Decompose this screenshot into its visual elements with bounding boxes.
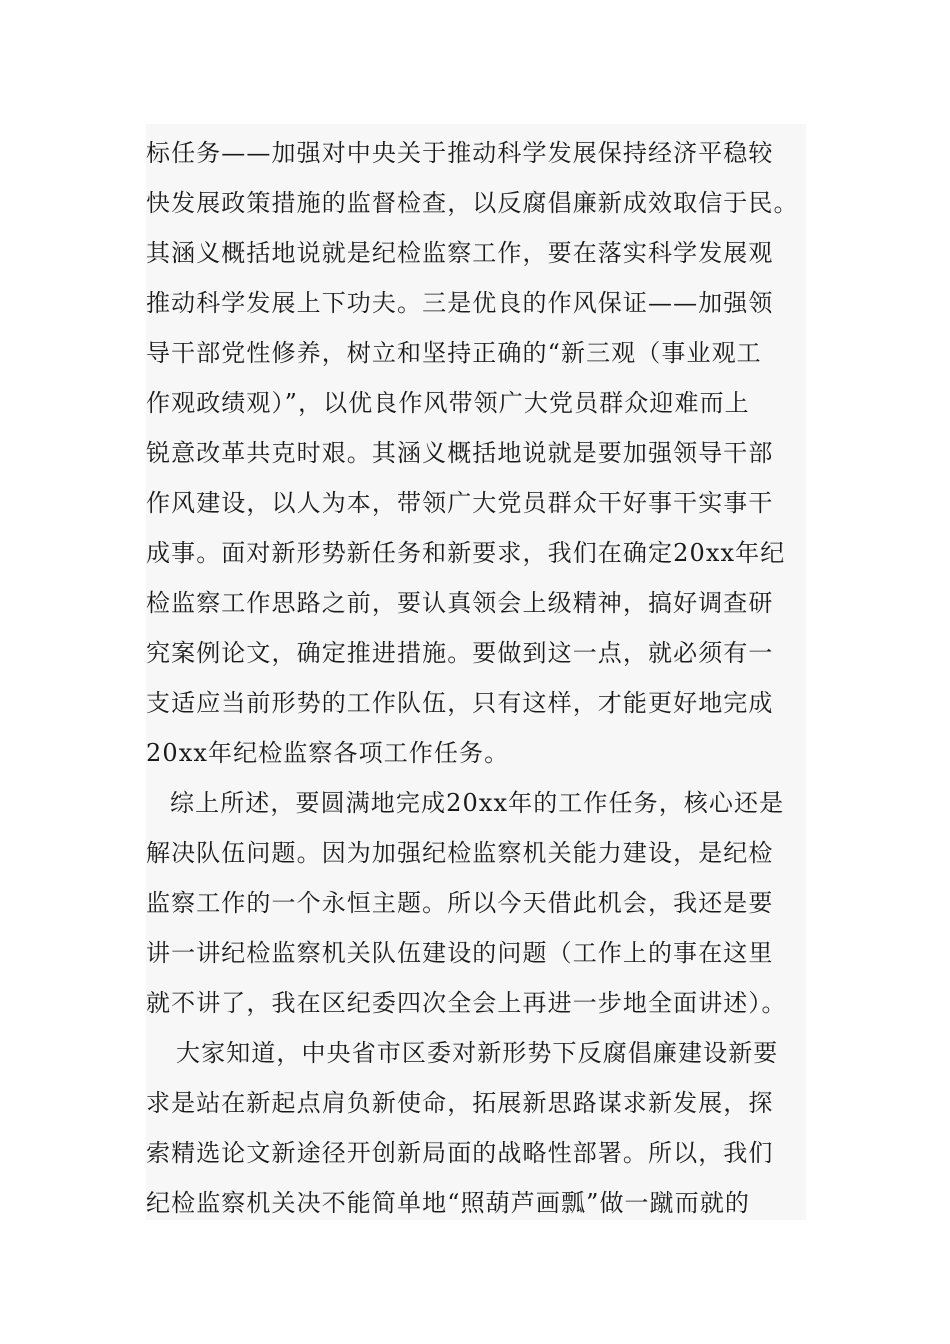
text-line: 究案例论文，确定推进措施。要做到这一点，就必须有一 bbox=[146, 639, 774, 667]
text-line: 导干部党性修养，树立和坚持正确的“新三观（事业观工 bbox=[146, 339, 762, 367]
text-line: 推动科学发展上下功夫。三是优良的作风保证——加强领 bbox=[146, 289, 774, 317]
text-line: 标任务——加强对中央关于推动科学发展保持经济平稳较 bbox=[146, 139, 774, 167]
text-line: 解决队伍问题。因为加强纪检监察机关能力建设，是纪检 bbox=[146, 839, 774, 867]
text-line: 其涵义概括地说就是纪检监察工作，要在落实科学发展观 bbox=[146, 239, 774, 267]
text-line: 索精选论文新途径开创新局面的战略性部署。所以，我们 bbox=[146, 1139, 774, 1167]
text-line: 20xx年纪检监察各项工作任务。 bbox=[146, 739, 510, 767]
text-line: 就不讲了，我在区纪委四次全会上再进一步地全面讲述）。 bbox=[146, 989, 787, 1017]
text-line: 检监察工作思路之前，要认真领会上级精神，搞好调查研 bbox=[146, 589, 774, 617]
text-line: 求是站在新起点肩负新使命，拓展新思路谋求新发展，探 bbox=[146, 1089, 774, 1117]
text-line: 作观政绩观）”，以优良作风带领广大党员群众迎难而上 bbox=[146, 389, 750, 417]
text-line: 监察工作的一个永恒主题。所以今天借此机会，我还是要 bbox=[146, 889, 774, 917]
paragraph-first-line: 大家知道，中央省市区委对新形势下反腐倡廉建设新要 bbox=[176, 1039, 779, 1067]
document-text-block bbox=[146, 124, 806, 1220]
text-line: 成事。面对新形势新任务和新要求，我们在确定20xx年纪 bbox=[146, 539, 786, 567]
text-line: 支适应当前形势的工作队伍，只有这样，才能更好地完成 bbox=[146, 689, 774, 717]
paragraph-first-line: 综上所述，要圆满地完成20xx年的工作任务，核心还是 bbox=[170, 789, 785, 817]
text-line: 锐意改革共克时艰。其涵义概括地说就是要加强领导干部 bbox=[146, 439, 774, 467]
text-line: 讲一讲纪检监察机关队伍建设的问题（工作上的事在这里 bbox=[146, 939, 774, 967]
text-line: 纪检监察机关决不能简单地“照葫芦画瓢”做一蹴而就的 bbox=[146, 1189, 751, 1217]
text-line: 作风建设，以人为本，带领广大党员群众干好事干实事干 bbox=[146, 489, 774, 517]
text-line: 快发展政策措施的监督检查，以反腐倡廉新成效取信于民。 bbox=[146, 189, 799, 217]
